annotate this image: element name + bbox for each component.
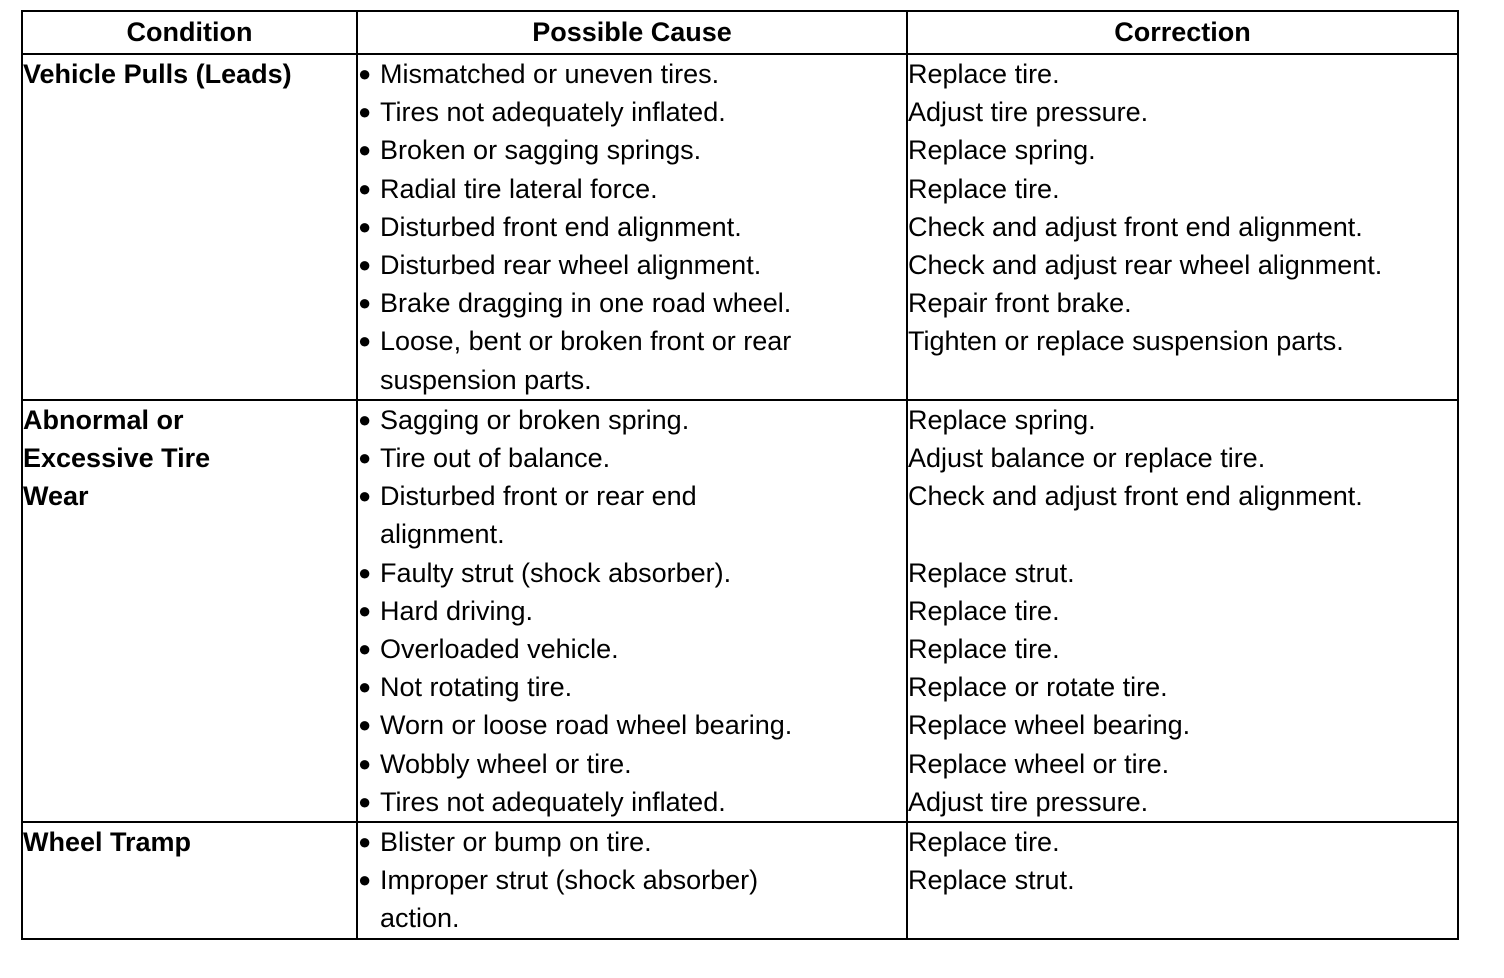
correction-item: Replace spring. — [908, 404, 1096, 435]
header-correction: Correction — [907, 11, 1458, 54]
condition-cell: Vehicle Pulls (Leads) — [22, 54, 357, 400]
cause-item: ● Wobbly wheel or tire. — [358, 745, 906, 783]
bullet-icon: ● — [358, 252, 372, 278]
correction-item: Replace strut. — [908, 865, 1075, 896]
correction-item: Repair front brake. — [908, 288, 1132, 319]
correction-cell — [907, 400, 1458, 822]
bullet-icon: ● — [358, 712, 372, 738]
cause-cell — [357, 400, 907, 822]
bullet-icon: ● — [358, 406, 372, 432]
correction-cell — [907, 822, 1458, 939]
cause-item: ● Not rotating tire. — [358, 668, 906, 706]
cause-item: ● Improper strut (shock absorber) action. — [358, 861, 906, 937]
header-possible-cause: Possible Cause — [357, 11, 907, 54]
diagnosis-table — [21, 10, 1459, 940]
correction-cell — [907, 54, 1458, 400]
header-condition: Condition — [22, 11, 357, 54]
correction-item: Replace wheel or tire. — [908, 748, 1170, 779]
bullet-icon: ● — [358, 597, 372, 623]
correction-item: Replace strut. — [908, 557, 1075, 588]
bullet-icon: ● — [358, 674, 372, 700]
bullet-icon: ● — [358, 175, 372, 201]
correction-item: Replace tire. — [908, 173, 1060, 204]
bullet-icon: ● — [358, 829, 372, 855]
cause-item: ● Blister or bump on tire. — [358, 823, 906, 861]
cause-cell — [357, 54, 907, 400]
bullet-icon: ● — [358, 788, 372, 814]
header-row — [22, 11, 1458, 54]
correction-item: Replace tire. — [908, 59, 1060, 89]
condition-cell: Abnormal or Excessive Tire Wear — [22, 400, 357, 822]
cause-item: ● Overloaded vehicle. — [358, 630, 906, 668]
correction-item: Replace tire. — [908, 634, 1060, 665]
bullet-icon: ● — [358, 559, 372, 585]
bullet-icon: ● — [358, 636, 372, 662]
correction-item: Adjust tire pressure. — [908, 97, 1149, 128]
correction-item: Replace spring. — [908, 135, 1096, 166]
cause-item: ● Disturbed front end alignment. — [358, 208, 906, 246]
correction-item: Tighten or replace suspension parts. — [908, 326, 1344, 357]
bullet-icon: ● — [358, 290, 372, 316]
cause-item: ● Radial tire lateral force. — [358, 170, 906, 208]
cause-item: ● Faulty strut (shock absorber). — [358, 554, 906, 592]
cause-cell — [357, 822, 907, 939]
bullet-icon: ● — [358, 137, 372, 163]
correction-item: Adjust balance or replace tire. — [908, 443, 1266, 474]
cause-item: ● Sagging or broken spring. — [358, 401, 906, 439]
bullet-icon: ● — [358, 445, 372, 471]
cause-item: ● Mismatched or uneven tires. — [358, 55, 906, 93]
correction-item: Replace tire. — [908, 595, 1060, 626]
correction-item: Check and adjust front end alignment. — [908, 211, 1363, 242]
cause-item: ● Brake dragging in one road wheel. — [358, 284, 906, 322]
bullet-icon: ● — [358, 99, 372, 125]
condition-cell: Wheel Tramp — [22, 822, 357, 939]
spacer — [908, 515, 1457, 553]
bullet-icon: ● — [358, 328, 372, 354]
correction-item: Adjust tire pressure. — [908, 786, 1149, 817]
cause-item: ● Loose, bent or broken front or rear suspension parts. — [358, 322, 906, 398]
bullet-icon: ● — [358, 867, 372, 893]
table-row — [22, 54, 1458, 400]
bullet-icon: ● — [358, 213, 372, 239]
cause-item: ● Broken or sagging springs. — [358, 131, 906, 169]
correction-item: Replace or rotate tire. — [908, 672, 1168, 703]
cause-item: ● Tires not adequately inflated. — [358, 93, 906, 131]
correction-item: Replace tire. — [908, 827, 1060, 858]
correction-item: Replace wheel bearing. — [908, 710, 1191, 741]
cause-item: ● Tires not adequately inflated. — [358, 783, 906, 821]
bullet-icon: ● — [358, 483, 372, 509]
bullet-icon: ● — [358, 61, 372, 86]
cause-item: ● Hard driving. — [358, 592, 906, 630]
cause-item: ● Tire out of balance. — [358, 439, 906, 477]
table-row — [22, 822, 1458, 939]
table-row — [22, 400, 1458, 822]
cause-item: ● Disturbed rear wheel alignment. — [358, 246, 906, 284]
correction-item: Check and adjust front end alignment. — [908, 481, 1363, 512]
correction-item: Check and adjust rear wheel alignment. — [908, 250, 1383, 281]
bullet-icon: ● — [358, 750, 372, 776]
cause-item: ● Disturbed front or rear end alignment. — [358, 477, 906, 553]
cause-item: ● Worn or loose road wheel bearing. — [358, 706, 906, 744]
